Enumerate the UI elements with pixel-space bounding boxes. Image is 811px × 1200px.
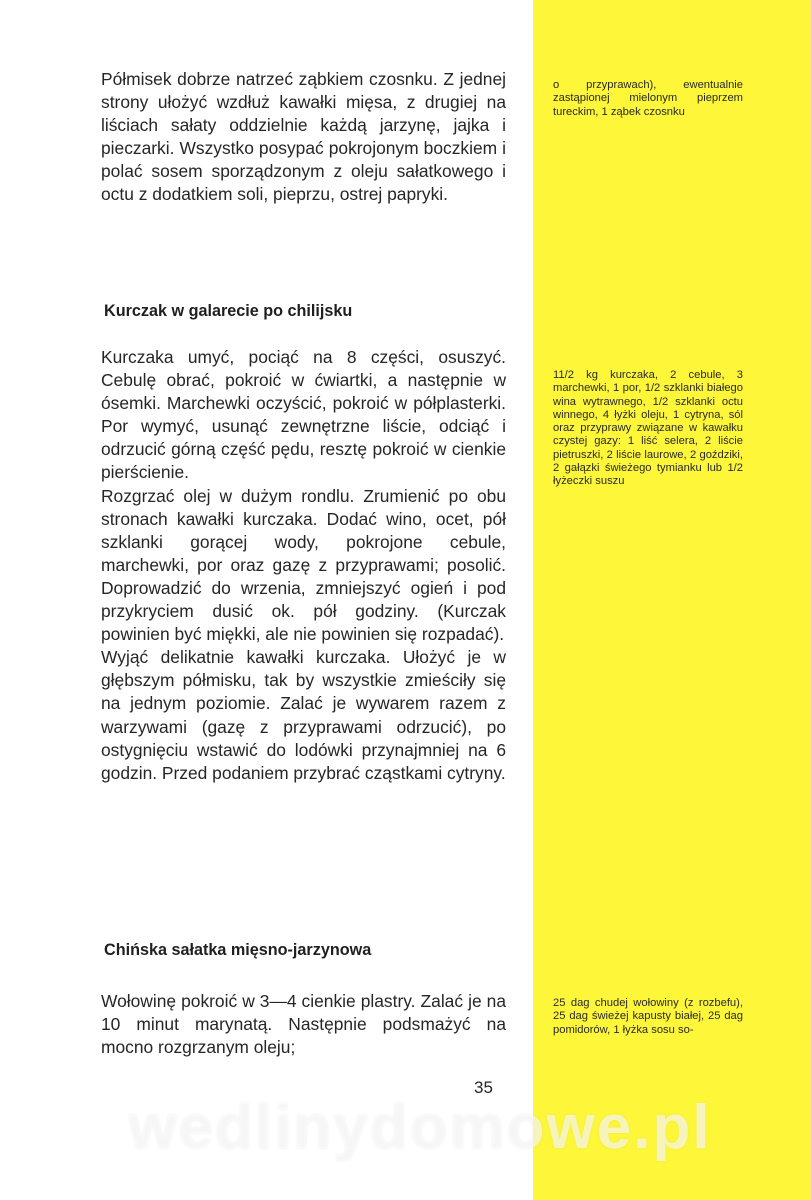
salatka-ingredients-note: 25 dag chudej wołowiny (z rozbefu), 25 dag świeżej kapusty białej, 25 dag pomidorów, 1 łyżka sosu so- xyxy=(553,997,743,1036)
salatka-body xyxy=(101,990,506,1059)
recipe-title-salatka: Chińska sałatka mięsno-jarzynowa xyxy=(104,941,372,959)
intro-paragraph: Półmisek dobrze natrzeć ząbkiem czosnku. Z jednej strony ułożyć wzdłuż kawałki mięsa, z drugiej na liściach sałaty oddzielnie każdą jarzynę, jajka i pieczarki. Wszystko posypać pokrojonym boczkiem i polać sosem sporządzonym z oleju sałatkowego i octu z dodatkiem soli, pieprzu, ostrej papryki. xyxy=(101,69,506,205)
recipe-title-kurczak: Kurczak w galarecie po chilijsku xyxy=(104,302,353,320)
kurczak-ingredients-note: 11/2 kg kurczaka, 2 cebule, 3 marchewki, 1 por, 1/2 szklanki białego wina wytrawnego, 1/2 szklanki octu winnego, 4 łyżki oleju, 1 cytryna, sól oraz przyprawy związane w kawałku czystej gazy: 1 liść selera, 2 liście pietruszki, 2 liście laurowe, 2 goździki, 2 gałązki świeżego tymianku lub 1/2 łyżeczki suszu xyxy=(553,369,743,488)
salatka-paragraph-1: Wołowinę pokroić w 3—4 cienkie plastry. Zalać je na 10 minut marynatą. Następnie podsmażyć na mocno rozgrzanym oleju; xyxy=(101,991,506,1058)
kurczak-paragraph-1: Kurczaka umyć, pociąć na 8 części, osuszyć. Cebulę obrać, pokroić w ćwiartki, a następnie w ósemki. Marchewki oczyścić, pokroić w półplasterki. Por wymyć, usunąć zewnętrzne liście, odciąć i odrzucić górną część pędu, resztę pokroić w cienkie pierścienie. xyxy=(101,347,506,483)
page-number: 35 xyxy=(474,1078,493,1097)
intro-body xyxy=(101,68,506,207)
watermark-text: wedlinydomowe.pl xyxy=(128,1093,712,1162)
kurczak-paragraph-2: Rozgrzać olej w dużym rondlu. Zrumienić po obu stronach kawałki kurczaka. Dodać wino, ocet, pół szklanki gorącej wody, pokrojone cebule, marchewki, por oraz gazę z przyprawami; posolić. Doprowadzić do wrzenia, zmniejszyć ogień i pod przykryciem dusić ok. pół godziny. (Kurczak powinien być miękki, ale nie powinien się rozpadać). xyxy=(101,485,506,645)
intro-ingredients-note: o przyprawach), ewentualnie zastąpionej mielonym pieprzem tureckim, 1 ząbek czosnku xyxy=(553,79,743,118)
kurczak-paragraph-3: Wyjąć delikatnie kawałki kurczaka. Ułożyć je w głębszym półmisku, tak by wszystkie zmieściły się na jednym poziomie. Zalać je wywarem razem z warzywami (gazę z przyprawami odrzucić), po ostygnięciu wstawić do lodówki przynajmniej na 6 godzin. Przed podaniem przybrać cząstkami cytryny. xyxy=(101,647,506,783)
kurczak-body xyxy=(101,346,506,785)
